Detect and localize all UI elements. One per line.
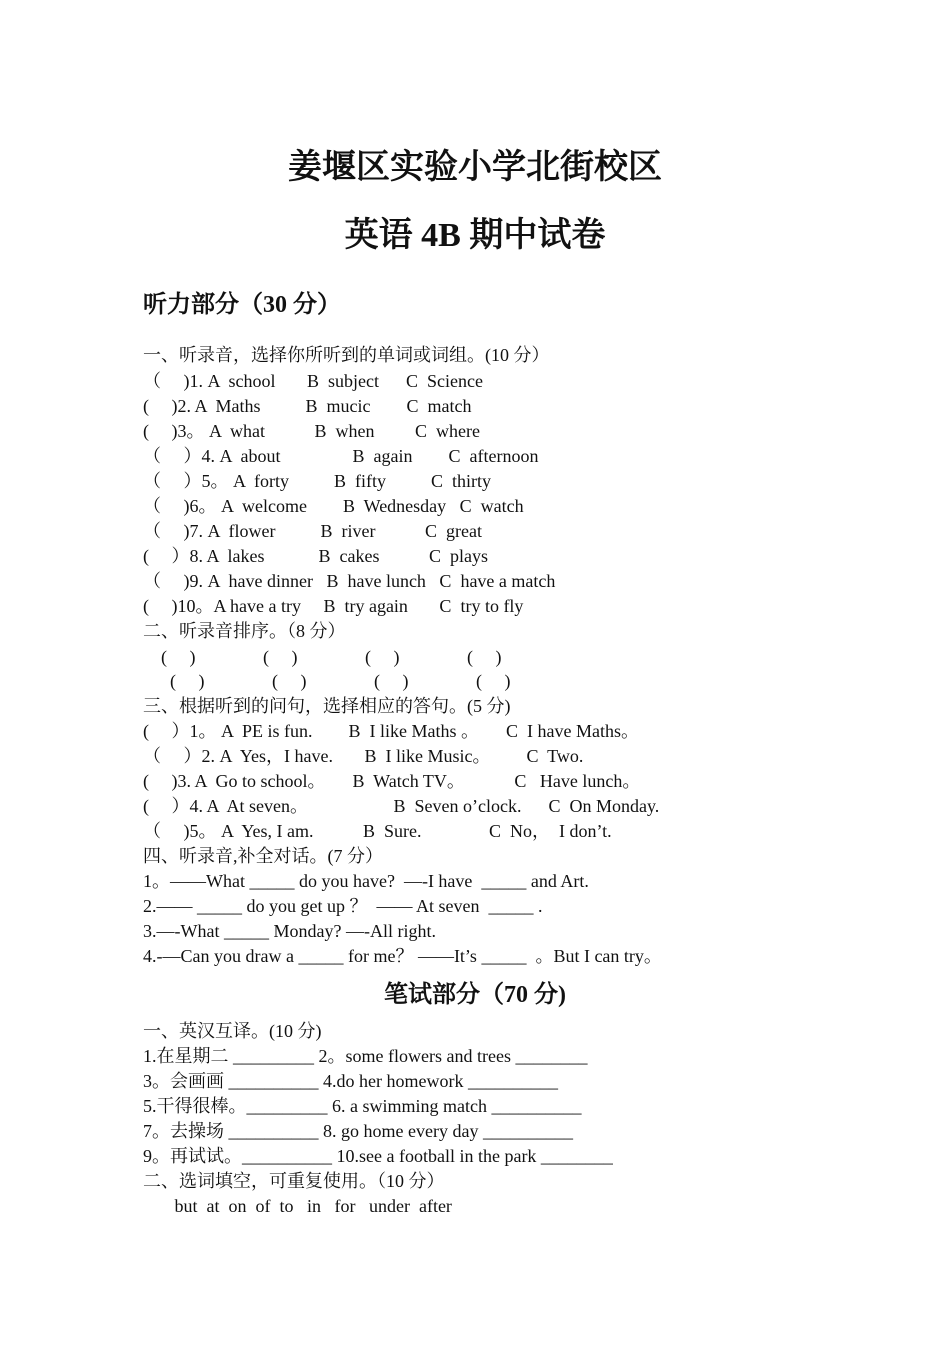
word-bank: but at on of to in for under after — [143, 1196, 452, 1216]
question-line: （ ）4. A about B again C afternoon — [143, 446, 539, 466]
listening-section-title: 听力部分（30 分） — [143, 292, 341, 318]
translation-line: 7。去操场 __________ 8. go home every day __________ — [143, 1121, 573, 1141]
translation-line: 1.在星期二 _________ 2。some flowers and trees ________ — [143, 1046, 588, 1066]
question-line: （ )6。 A welcome B Wednesday C watch — [143, 496, 524, 516]
section-heading: 一、英汉互译。(10 分) — [143, 1021, 322, 1041]
written-section-title: 笔试部分（70 分) — [384, 982, 566, 1008]
question-line: （ )5。 A Yes, I am. B Sure. C No， I don’t. — [143, 821, 612, 841]
dialogue-line: 3.—-What _____ Monday? —-All right. — [143, 921, 436, 941]
order-blanks-row: ( ) ( ) ( ) ( ) — [143, 647, 502, 667]
question-line: ( )2. A Maths B mucic C match — [143, 396, 472, 416]
question-line: ( ）1。 A PE is fun. B I like Maths 。 C I have Maths。 — [143, 721, 639, 741]
exam-title: 英语 4B 期中试卷 — [344, 217, 606, 254]
section-heading: 四、听录音,补全对话。(7 分） — [143, 846, 383, 866]
question-line: ( )3. A Go to school。 B Watch TV。 C Have lunch。 — [143, 771, 641, 791]
translation-line: 3。会画画 __________ 4.do her homework __________ — [143, 1071, 558, 1091]
translation-line: 5.干得很棒。_________ 6. a swimming match __________ — [143, 1096, 582, 1116]
question-line: （ )1. A school B subject C Science — [143, 371, 483, 391]
section-heading: 二、选词填空，可重复使用。（10 分） — [143, 1171, 445, 1191]
school-title: 姜堰区实验小学北街校区 — [288, 149, 662, 186]
section-heading: 二、听录音排序。（8 分） — [143, 621, 346, 641]
dialogue-line: 2.—— _____ do you get up ？ —— At seven _____ . — [143, 896, 543, 916]
question-line: ( )10。A have a try B try again C try to fly — [143, 596, 524, 616]
question-line: （ )9. A have dinner B have lunch C have a match — [143, 571, 556, 591]
dialogue-line: 4.-—Can you draw a _____ for me？ ——It’s _____ 。But I can try。 — [143, 946, 662, 966]
question-line: ( ）8. A lakes B cakes C plays — [143, 546, 488, 566]
section-heading: 三、根据听到的问句，选择相应的答句。(5 分) — [143, 696, 511, 716]
question-line: ( ）4. A At seven。 B Seven o’clock. C On Monday. — [143, 796, 660, 816]
translation-line: 9。再试试。__________ 10.see a football in the park ________ — [143, 1146, 613, 1166]
section-heading: 一、听录音，选择你所听到的单词或词组。(10 分） — [143, 345, 550, 365]
question-line: （ )7. A flower B river C great — [143, 521, 482, 541]
question-line: （ ）2. A Yes，I have. B I like Music。 C Two. — [143, 746, 584, 766]
order-blanks-row: ( ) ( ) ( ) ( ) — [143, 671, 511, 691]
question-line: ( )3。 A what B when C where — [143, 421, 480, 441]
dialogue-line: 1。——What _____ do you have? —-I have _____ and Art. — [143, 871, 589, 891]
question-line: （ ）5。 A forty B fifty C thirty — [143, 471, 491, 491]
